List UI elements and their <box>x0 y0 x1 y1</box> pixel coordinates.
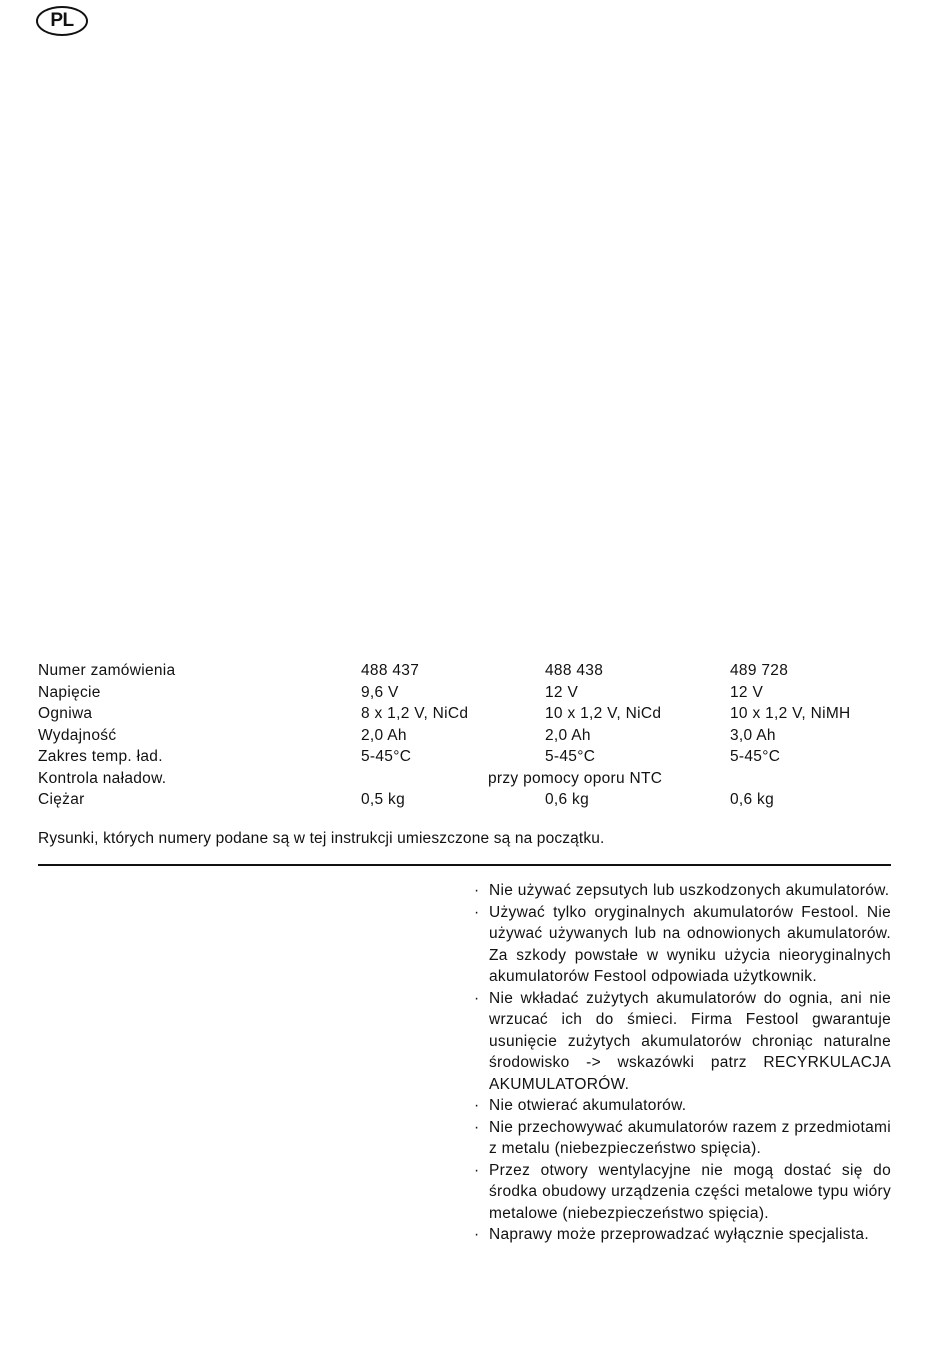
bullet-marker: · <box>474 1118 480 1136</box>
list-item <box>474 1160 891 1225</box>
spec-label: Zakres temp. ład. <box>38 748 163 765</box>
warning-text: Nie otwierać akumulatorów. <box>489 1097 687 1114</box>
spec-value-489728: 0,6 kg <box>730 791 775 808</box>
spec-label: Wydajność <box>38 726 117 744</box>
spec-value-488437: 8 x 1,2 V, NiCd <box>361 705 469 722</box>
bullet-marker: · <box>474 1161 480 1179</box>
spec-label: Kontrola naładow. <box>38 769 167 787</box>
spec-value-488437: 2,0 Ah <box>361 726 407 744</box>
spec-row-voltage <box>38 682 898 704</box>
spec-row-weight <box>38 789 898 811</box>
safety-warnings-list <box>474 880 891 1246</box>
list-item <box>474 1224 891 1246</box>
spec-value-488437: 5-45°C <box>361 748 412 765</box>
spec-value-488438: 2,0 Ah <box>545 726 591 744</box>
spec-value-489728: 3,0 Ah <box>730 726 776 744</box>
spec-label: Ciężar <box>38 791 85 808</box>
language-badge: PL <box>36 6 88 36</box>
spec-value-488438: 0,6 kg <box>545 791 590 808</box>
warning-text: Używać tylko oryginalnych akumulatorów Festool. Nie używać używanych lub na odnowionych akumulatorów. Za szkody powstałe w wyniku użycia nieoryginalnych akumulatorów Festool odpowiada użytkownik. <box>489 903 891 985</box>
warning-text: Nie używać zepsutych lub uszkodzonych akumulatorów. <box>489 882 890 899</box>
warning-text: Przez otwory wentylacyjne nie mogą dostać się do środka obudowy urządzenia części metalowe typu wióry metalowe (niebezpieczeństwo spięcia). <box>489 1161 891 1222</box>
spec-row-charge-control <box>38 768 898 790</box>
spec-value-488438: 12 V <box>545 683 579 701</box>
warning-text: Nie wkładać zużytych akumulatorów do ognia, ani nie wrzucać ich do śmieci. Firma Festool gwarantuje usunięcie zużytych akumulatorów chroniąc naturalne środowisko -> wskazówki patrz RECYRKULACJA AKUMULATORÓW. <box>489 989 891 1093</box>
section-divider <box>38 864 891 866</box>
bullet-marker: · <box>474 903 480 921</box>
spec-shared-note: przy pomocy oporu NTC <box>488 769 663 787</box>
warning-text: Nie przechowywać akumulatorów razem z przedmiotami z metalu (niebezpieczeństwo spięcia). <box>489 1118 891 1157</box>
spec-value-488437: 488 437 <box>361 662 420 679</box>
list-item <box>474 902 891 988</box>
spec-value-489728: 489 728 <box>730 662 789 679</box>
spec-value-488438: 488 438 <box>545 662 604 679</box>
list-item <box>474 1117 891 1160</box>
figure-reference-note: Rysunki, których numery podane są w tej instrukcji umieszczone są na początku. <box>38 830 605 847</box>
specifications-table <box>38 660 898 811</box>
spec-value-489728: 5-45°C <box>730 748 781 765</box>
spec-label: Numer zamówienia <box>38 662 176 679</box>
spec-row-cells <box>38 703 898 725</box>
bullet-marker: · <box>474 1226 480 1243</box>
bullet-marker: · <box>474 1097 480 1114</box>
spec-value-488438: 10 x 1,2 V, NiCd <box>545 705 662 722</box>
spec-value-488437: 0,5 kg <box>361 791 406 808</box>
bullet-marker: · <box>474 989 480 1007</box>
spec-row-order-number <box>38 660 898 682</box>
spec-value-488438: 5-45°C <box>545 748 596 765</box>
list-item <box>474 1095 891 1117</box>
spec-value-489728: 10 x 1,2 V, NiMH <box>730 705 851 722</box>
spec-value-488437: 9,6 V <box>361 683 399 701</box>
spec-row-charge-temperature <box>38 746 898 768</box>
warning-text: Naprawy może przeprowadzać wyłącznie specjalista. <box>489 1226 869 1243</box>
spec-row-capacity <box>38 725 898 747</box>
list-item <box>474 880 891 902</box>
list-item <box>474 988 891 1096</box>
bullet-marker: · <box>474 882 480 899</box>
spec-value-489728: 12 V <box>730 683 764 701</box>
spec-label: Napięcie <box>38 683 101 701</box>
spec-label: Ogniwa <box>38 705 93 722</box>
